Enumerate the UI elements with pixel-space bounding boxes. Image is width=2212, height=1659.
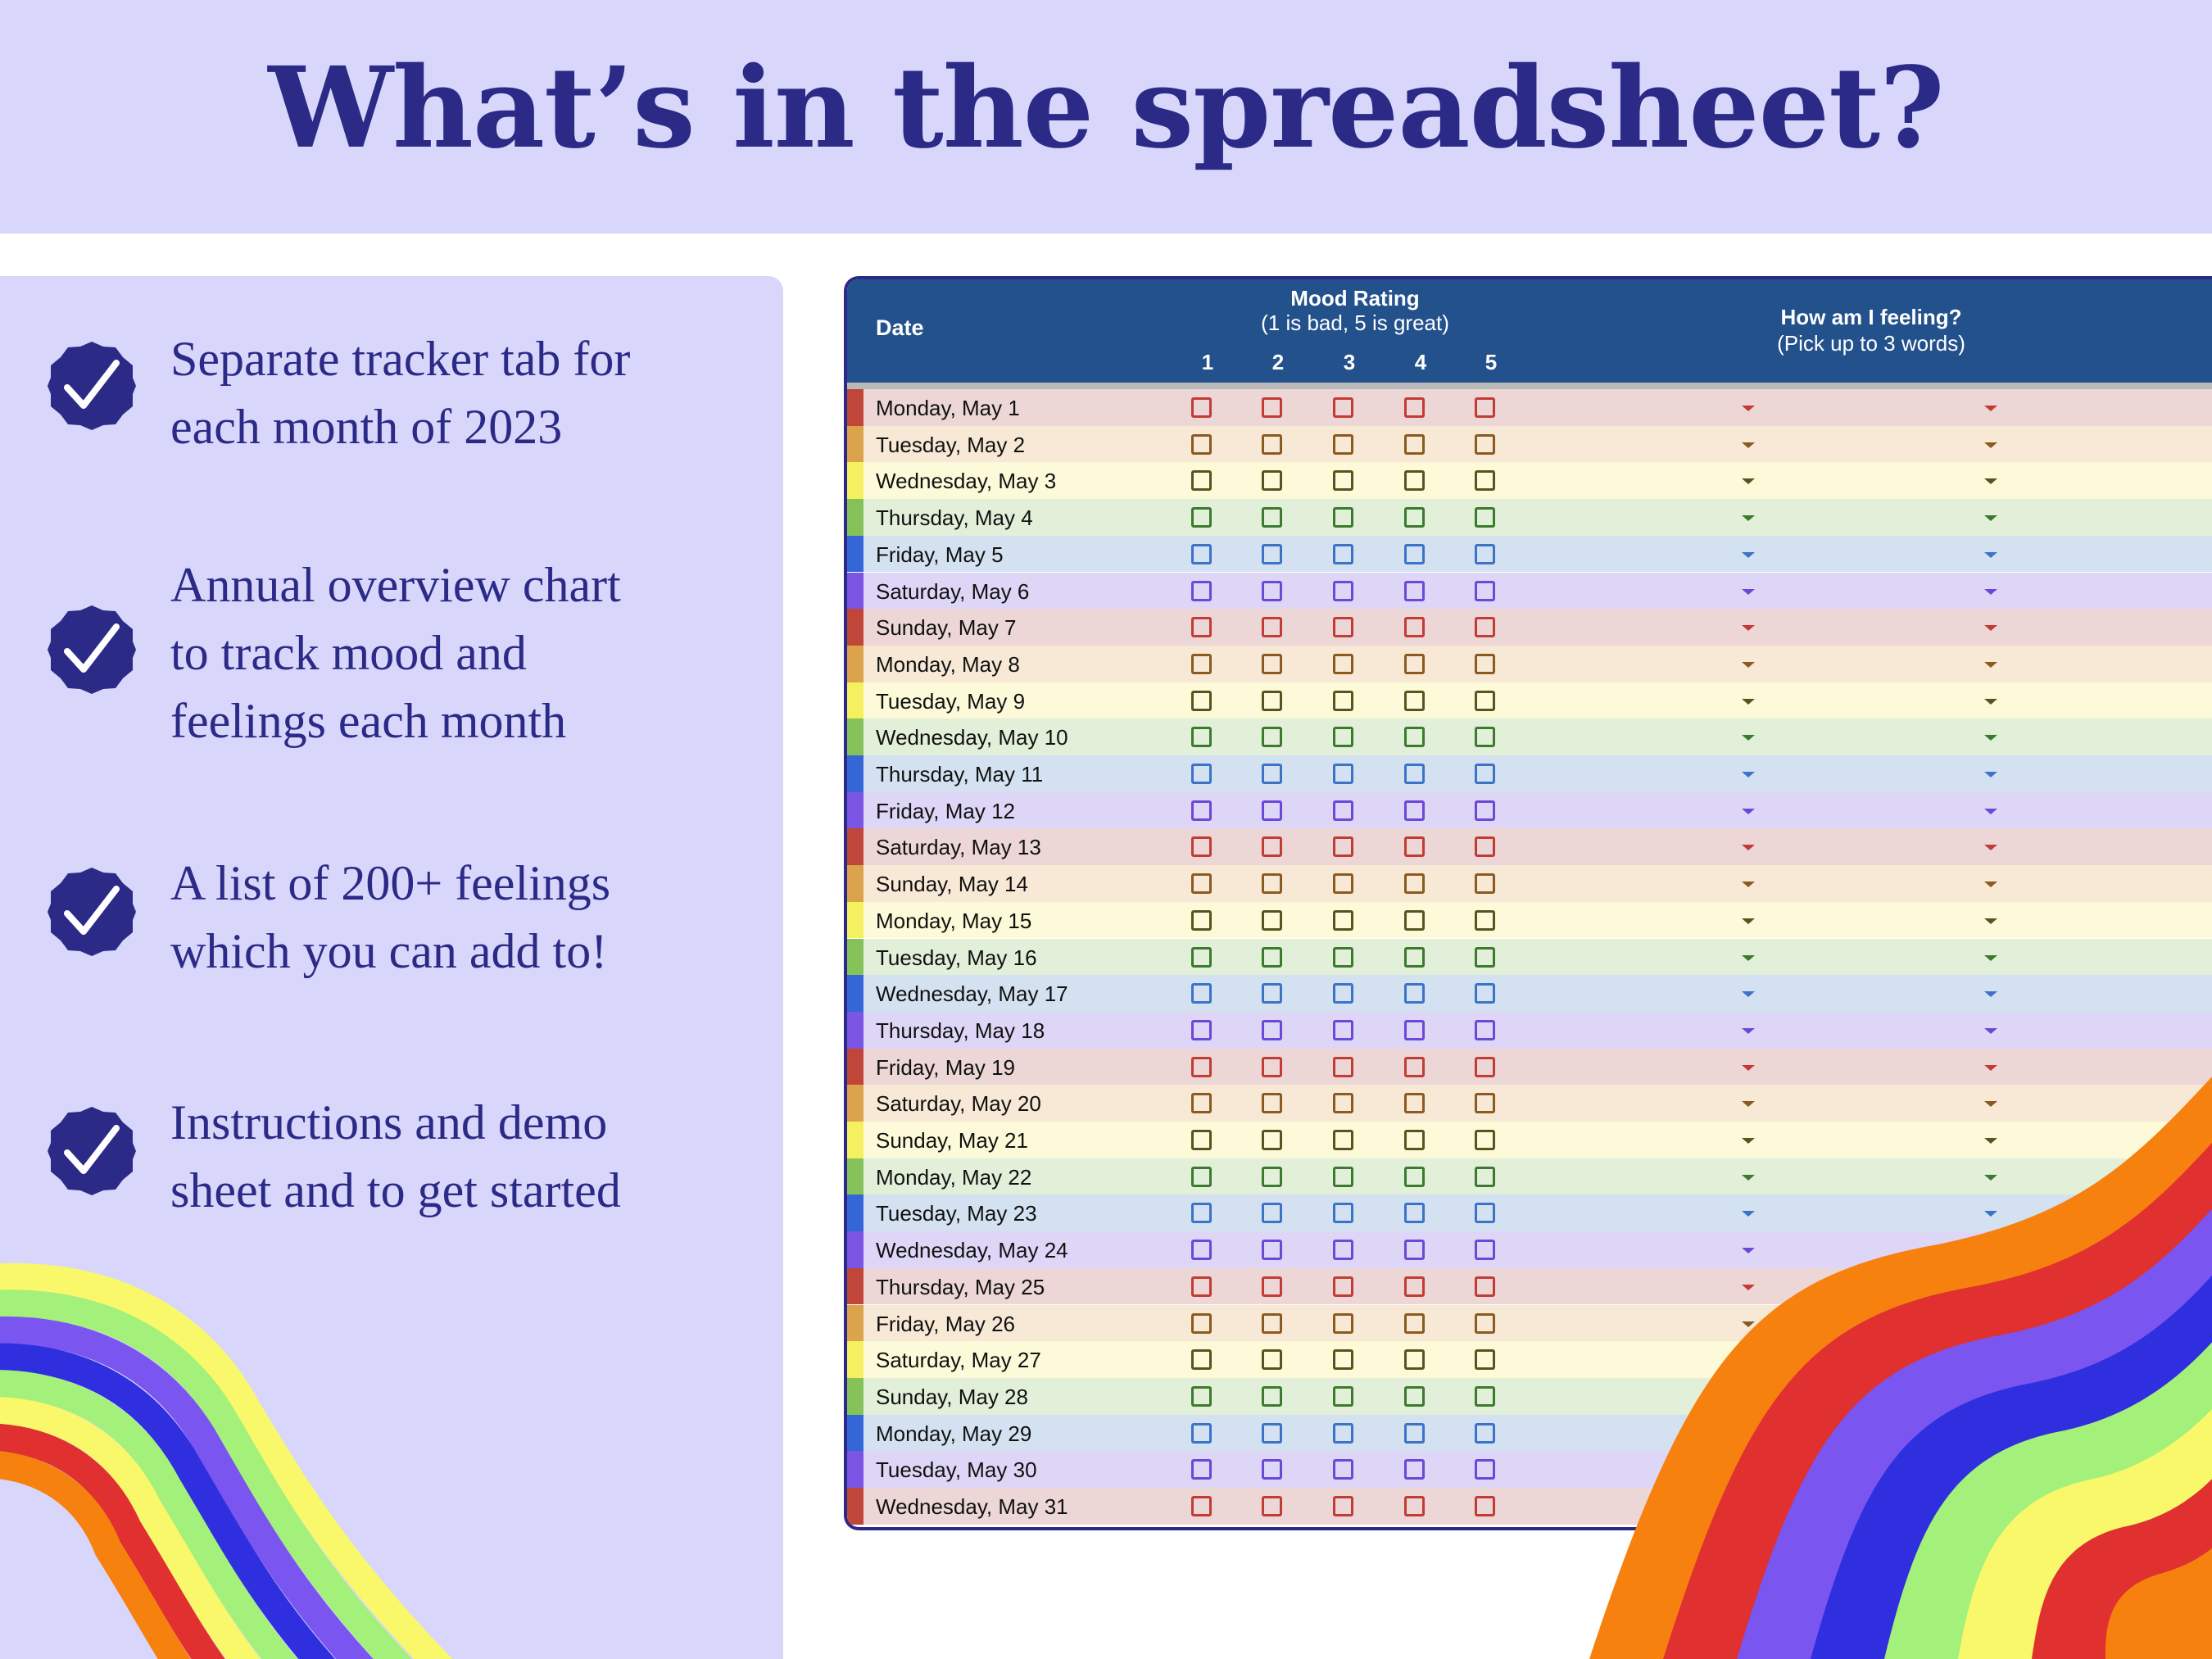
rating-checkbox-1[interactable] xyxy=(1191,397,1212,418)
feeling-dropdown-arrow-icon[interactable] xyxy=(1742,406,1755,411)
row-color-stripe xyxy=(847,499,863,536)
rating-checkbox-3[interactable] xyxy=(1333,544,1353,564)
row-color-stripe xyxy=(847,426,863,463)
feeling-dropdown-arrow-icon[interactable] xyxy=(1984,772,1997,777)
feature-text: A list of 200+ feelings which you can add to! xyxy=(170,856,611,978)
rating-checkbox-1[interactable] xyxy=(1191,617,1212,637)
rating-checkbox-2[interactable] xyxy=(1262,1203,1282,1223)
feeling-dropdown-arrow-icon[interactable] xyxy=(1984,625,1997,631)
rating-checkbox-2[interactable] xyxy=(1262,947,1282,968)
row-color-stripe xyxy=(847,1305,863,1342)
rating-checkbox-1[interactable] xyxy=(1191,1203,1212,1223)
rating-checkbox-5[interactable] xyxy=(1475,581,1495,601)
rating-checkbox-1[interactable] xyxy=(1191,983,1212,1004)
table-row xyxy=(847,426,2212,463)
rating-checkbox-1[interactable] xyxy=(1191,691,1212,711)
row-color-stripe xyxy=(847,792,863,829)
feeling-dropdown-arrow-icon[interactable] xyxy=(1984,478,1997,484)
rating-checkbox-2[interactable] xyxy=(1262,1276,1282,1297)
rating-checkbox-2[interactable] xyxy=(1262,617,1282,637)
rating-checkbox-1[interactable] xyxy=(1191,1313,1212,1334)
rating-checkbox-2[interactable] xyxy=(1262,1423,1282,1444)
mood-rating-title: Mood Rating xyxy=(1290,286,1420,310)
table-row xyxy=(847,939,2212,976)
rating-checkbox-1[interactable] xyxy=(1191,910,1212,931)
row-date: Sunday, May 14 xyxy=(876,872,1028,897)
row-color-stripe xyxy=(847,573,863,610)
rating-checkbox-2[interactable] xyxy=(1262,764,1282,784)
feeling-dropdown-arrow-icon[interactable] xyxy=(1742,478,1755,484)
row-date: Saturday, May 27 xyxy=(876,1348,1041,1373)
rating-checkbox-1[interactable] xyxy=(1191,1459,1212,1480)
feeling-dropdown-arrow-icon[interactable] xyxy=(1742,882,1755,887)
row-date: Saturday, May 13 xyxy=(876,835,1041,860)
feeling-dropdown-arrow-icon[interactable] xyxy=(1742,918,1755,924)
feeling-dropdown-arrow-icon[interactable] xyxy=(1984,955,1997,961)
rating-checkbox-4[interactable] xyxy=(1404,691,1425,711)
rating-checkbox-3[interactable] xyxy=(1333,1349,1353,1370)
rating-4-header: 4 xyxy=(1414,350,1427,374)
rating-checkbox-2[interactable] xyxy=(1262,691,1282,711)
rating-checkbox-1[interactable] xyxy=(1191,434,1212,455)
rating-checkbox-5[interactable] xyxy=(1475,800,1495,821)
feeling-dropdown-arrow-icon[interactable] xyxy=(1984,735,1997,741)
rating-checkbox-2[interactable] xyxy=(1262,1020,1282,1040)
table-row xyxy=(847,462,2212,499)
row-color-stripe xyxy=(847,865,863,902)
mood-rating-header xyxy=(1191,286,1519,335)
rating-checkbox-2[interactable] xyxy=(1262,873,1282,894)
row-date: Monday, May 15 xyxy=(876,908,1032,933)
rating-checkbox-2[interactable] xyxy=(1262,1093,1282,1113)
row-color-stripe xyxy=(847,1158,863,1195)
rating-checkbox-4[interactable] xyxy=(1404,836,1425,857)
row-color-stripe xyxy=(847,1049,863,1086)
row-date: Monday, May 22 xyxy=(876,1164,1032,1190)
feeling-dropdown-arrow-icon[interactable] xyxy=(1742,515,1755,521)
rating-checkbox-4[interactable] xyxy=(1404,764,1425,784)
rating-checkbox-3[interactable] xyxy=(1333,397,1353,418)
feature-text: Instructions and demo sheet and to get started xyxy=(170,1095,621,1217)
rating-checkbox-5[interactable] xyxy=(1475,947,1495,968)
feeling-dropdown-arrow-icon[interactable] xyxy=(1742,589,1755,595)
rating-checkbox-5[interactable] xyxy=(1475,691,1495,711)
rating-checkbox-2[interactable] xyxy=(1262,397,1282,418)
feeling-subtitle: (Pick up to 3 words) xyxy=(1777,331,1965,356)
row-color-stripe xyxy=(847,609,863,646)
rating-checkbox-5[interactable] xyxy=(1475,727,1495,747)
row-date: Thursday, May 4 xyxy=(876,505,1033,531)
row-date: Sunday, May 28 xyxy=(876,1384,1028,1409)
rating-checkbox-4[interactable] xyxy=(1404,910,1425,931)
rainbow-wave-decoration xyxy=(1393,983,2212,1659)
rating-checkbox-1[interactable] xyxy=(1191,836,1212,857)
check-badge-icon xyxy=(46,866,138,958)
rating-checkbox-1[interactable] xyxy=(1191,1496,1212,1516)
table-row xyxy=(847,902,2212,939)
rating-checkbox-1[interactable] xyxy=(1191,507,1212,528)
rating-checkbox-2[interactable] xyxy=(1262,1167,1282,1187)
rating-checkbox-2[interactable] xyxy=(1262,1349,1282,1370)
table-row xyxy=(847,828,2212,865)
feeling-dropdown-arrow-icon[interactable] xyxy=(1742,699,1755,705)
rating-checkbox-3[interactable] xyxy=(1333,470,1353,491)
table-row xyxy=(847,499,2212,536)
rating-checkbox-3[interactable] xyxy=(1333,800,1353,821)
rating-checkbox-1[interactable] xyxy=(1191,654,1212,674)
rating-checkbox-2[interactable] xyxy=(1262,1496,1282,1516)
feature-text: Separate tracker tab for each month of 2023 xyxy=(170,332,631,454)
rating-checkbox-1[interactable] xyxy=(1191,800,1212,821)
row-date: Monday, May 8 xyxy=(876,651,1020,677)
row-color-stripe xyxy=(847,1378,863,1415)
feature-text: Annual overview chart to track mood and feelings each month xyxy=(170,558,621,748)
rating-checkbox-5[interactable] xyxy=(1475,397,1495,418)
row-date: Saturday, May 20 xyxy=(876,1091,1041,1117)
rating-checkbox-3[interactable] xyxy=(1333,727,1353,747)
row-date: Wednesday, May 24 xyxy=(876,1238,1068,1263)
table-row xyxy=(847,609,2212,646)
rating-checkbox-2[interactable] xyxy=(1262,470,1282,491)
row-date: Saturday, May 6 xyxy=(876,578,1030,604)
feeling-dropdown-arrow-icon[interactable] xyxy=(1984,406,1997,411)
rating-checkbox-1[interactable] xyxy=(1191,1167,1212,1187)
table-row xyxy=(847,755,2212,792)
header-separator xyxy=(847,383,2212,389)
rating-checkbox-3[interactable] xyxy=(1333,1020,1353,1040)
rating-checkbox-1[interactable] xyxy=(1191,1276,1212,1297)
rating-checkbox-3[interactable] xyxy=(1333,581,1353,601)
rating-checkbox-4[interactable] xyxy=(1404,581,1425,601)
rating-checkbox-1[interactable] xyxy=(1191,727,1212,747)
rating-checkbox-1[interactable] xyxy=(1191,1057,1212,1077)
rating-checkbox-5[interactable] xyxy=(1475,434,1495,455)
rating-checkbox-1[interactable] xyxy=(1191,947,1212,968)
rating-checkbox-4[interactable] xyxy=(1404,873,1425,894)
row-date: Thursday, May 25 xyxy=(876,1274,1045,1299)
check-badge-icon xyxy=(46,340,138,432)
feeling-dropdown-arrow-icon[interactable] xyxy=(1984,882,1997,887)
row-date: Wednesday, May 31 xyxy=(876,1494,1068,1519)
rating-checkbox-2[interactable] xyxy=(1262,800,1282,821)
rating-3-header: 3 xyxy=(1343,350,1356,374)
rating-checkbox-2[interactable] xyxy=(1262,434,1282,455)
rating-checkbox-2[interactable] xyxy=(1262,544,1282,564)
feeling-dropdown-arrow-icon[interactable] xyxy=(1984,589,1997,595)
rating-checkbox-1[interactable] xyxy=(1191,1093,1212,1113)
feeling-dropdown-arrow-icon[interactable] xyxy=(1742,809,1755,814)
rating-checkbox-4[interactable] xyxy=(1404,947,1425,968)
rating-checkbox-3[interactable] xyxy=(1333,947,1353,968)
rating-checkbox-2[interactable] xyxy=(1262,727,1282,747)
row-color-stripe xyxy=(847,939,863,976)
row-color-stripe xyxy=(847,1231,863,1268)
header-banner xyxy=(0,0,2212,233)
rating-checkbox-3[interactable] xyxy=(1333,1057,1353,1077)
feature-item xyxy=(0,325,783,538)
row-color-stripe xyxy=(847,1194,863,1231)
rating-checkbox-1[interactable] xyxy=(1191,581,1212,601)
rating-checkbox-2[interactable] xyxy=(1262,1130,1282,1150)
row-color-stripe xyxy=(847,1488,863,1525)
table-row xyxy=(847,646,2212,682)
page-title: What’s in the spreadsheet? xyxy=(268,43,1944,174)
feeling-header xyxy=(1666,304,2076,356)
row-date: Sunday, May 7 xyxy=(876,615,1017,641)
rating-checkbox-2[interactable] xyxy=(1262,581,1282,601)
sheet-header xyxy=(847,279,2212,383)
rating-checkbox-5[interactable] xyxy=(1475,507,1495,528)
rating-checkbox-4[interactable] xyxy=(1404,507,1425,528)
rating-checkbox-3[interactable] xyxy=(1333,691,1353,711)
rating-checkbox-5[interactable] xyxy=(1475,654,1495,674)
rating-checkbox-1[interactable] xyxy=(1191,1423,1212,1444)
check-badge-icon xyxy=(46,604,138,696)
rating-checkbox-1[interactable] xyxy=(1191,1240,1212,1260)
feeling-dropdown-arrow-icon[interactable] xyxy=(1984,552,1997,558)
rating-checkbox-3[interactable] xyxy=(1333,1459,1353,1480)
feeling-dropdown-arrow-icon[interactable] xyxy=(1984,845,1997,850)
rating-checkbox-3[interactable] xyxy=(1333,1240,1353,1260)
feeling-dropdown-arrow-icon[interactable] xyxy=(1742,845,1755,850)
rating-checkbox-4[interactable] xyxy=(1404,470,1425,491)
row-color-stripe xyxy=(847,1451,863,1488)
row-color-stripe xyxy=(847,1085,863,1122)
rating-checkbox-4[interactable] xyxy=(1404,434,1425,455)
rating-checkbox-3[interactable] xyxy=(1333,873,1353,894)
row-color-stripe xyxy=(847,902,863,939)
date-column-header: Date xyxy=(876,315,924,340)
rating-checkbox-3[interactable] xyxy=(1333,1203,1353,1223)
row-date: Tuesday, May 30 xyxy=(876,1457,1037,1483)
row-date: Friday, May 26 xyxy=(876,1311,1016,1336)
rating-checkbox-2[interactable] xyxy=(1262,507,1282,528)
rating-checkbox-4[interactable] xyxy=(1404,727,1425,747)
rating-checkbox-4[interactable] xyxy=(1404,397,1425,418)
row-color-stripe xyxy=(847,462,863,499)
feeling-title: How am I feeling? xyxy=(1780,305,1962,329)
row-color-stripe xyxy=(847,1012,863,1049)
rating-checkbox-3[interactable] xyxy=(1333,1423,1353,1444)
rating-checkbox-5[interactable] xyxy=(1475,544,1495,564)
row-color-stripe xyxy=(847,389,863,426)
feeling-dropdown-arrow-icon[interactable] xyxy=(1984,662,1997,668)
rating-checkbox-1[interactable] xyxy=(1191,1130,1212,1150)
row-date: Monday, May 1 xyxy=(876,396,1020,420)
rating-checkbox-1[interactable] xyxy=(1191,764,1212,784)
rating-checkbox-3[interactable] xyxy=(1333,910,1353,931)
rating-checkbox-3[interactable] xyxy=(1333,1130,1353,1150)
row-date: Friday, May 12 xyxy=(876,798,1016,823)
feeling-dropdown-arrow-icon[interactable] xyxy=(1742,772,1755,777)
row-date: Thursday, May 18 xyxy=(876,1018,1045,1043)
rating-checkbox-5[interactable] xyxy=(1475,836,1495,857)
rating-checkbox-5[interactable] xyxy=(1475,764,1495,784)
table-row xyxy=(847,389,2212,426)
row-date: Tuesday, May 16 xyxy=(876,945,1037,970)
rating-5-header: 5 xyxy=(1484,350,1498,374)
rating-checkbox-2[interactable] xyxy=(1262,1459,1282,1480)
row-color-stripe xyxy=(847,646,863,682)
rating-checkbox-4[interactable] xyxy=(1404,800,1425,821)
row-color-stripe xyxy=(847,755,863,792)
table-row xyxy=(847,573,2212,610)
rating-checkbox-3[interactable] xyxy=(1333,434,1353,455)
rating-checkbox-1[interactable] xyxy=(1191,873,1212,894)
rating-checkbox-3[interactable] xyxy=(1333,654,1353,674)
table-row xyxy=(847,865,2212,902)
row-date: Tuesday, May 9 xyxy=(876,688,1026,714)
check-badge-icon xyxy=(46,1105,138,1197)
row-date: Wednesday, May 10 xyxy=(876,725,1068,750)
feature-item xyxy=(0,850,783,1063)
rating-2-header: 2 xyxy=(1271,350,1285,374)
row-color-stripe xyxy=(847,1341,863,1378)
row-date: Friday, May 19 xyxy=(876,1054,1016,1080)
rating-checkbox-3[interactable] xyxy=(1333,836,1353,857)
rating-checkbox-2[interactable] xyxy=(1262,836,1282,857)
rating-checkbox-4[interactable] xyxy=(1404,544,1425,564)
rating-checkbox-1[interactable] xyxy=(1191,1349,1212,1370)
row-color-stripe xyxy=(847,536,863,573)
table-row xyxy=(847,682,2212,719)
row-color-stripe xyxy=(847,1415,863,1452)
rating-checkbox-1[interactable] xyxy=(1191,1386,1212,1407)
rating-checkbox-2[interactable] xyxy=(1262,910,1282,931)
rating-checkbox-5[interactable] xyxy=(1475,873,1495,894)
rating-checkbox-3[interactable] xyxy=(1333,1313,1353,1334)
rating-checkbox-2[interactable] xyxy=(1262,1240,1282,1260)
row-color-stripe xyxy=(847,682,863,719)
row-color-stripe xyxy=(847,1268,863,1305)
feeling-dropdown-arrow-icon[interactable] xyxy=(1742,552,1755,558)
table-row xyxy=(847,792,2212,829)
feeling-dropdown-arrow-icon[interactable] xyxy=(1742,662,1755,668)
table-row xyxy=(847,718,2212,755)
row-date: Tuesday, May 2 xyxy=(876,432,1026,457)
rating-checkbox-3[interactable] xyxy=(1333,1496,1353,1516)
feeling-dropdown-arrow-icon[interactable] xyxy=(1742,955,1755,961)
row-date: Friday, May 5 xyxy=(876,542,1004,567)
rating-checkbox-3[interactable] xyxy=(1333,1093,1353,1113)
row-color-stripe xyxy=(847,828,863,865)
table-row xyxy=(847,536,2212,573)
rating-checkbox-1[interactable] xyxy=(1191,1020,1212,1040)
rainbow-wave-decoration xyxy=(0,1194,783,1659)
rating-checkbox-3[interactable] xyxy=(1333,1386,1353,1407)
feeling-dropdown-arrow-icon[interactable] xyxy=(1742,735,1755,741)
rating-checkbox-2[interactable] xyxy=(1262,654,1282,674)
rating-checkbox-4[interactable] xyxy=(1404,617,1425,637)
feeling-dropdown-arrow-icon[interactable] xyxy=(1984,442,1997,448)
feeling-dropdown-arrow-icon[interactable] xyxy=(1984,918,1997,924)
rating-checkbox-5[interactable] xyxy=(1475,470,1495,491)
feeling-dropdown-arrow-icon[interactable] xyxy=(1984,699,1997,705)
rating-checkbox-3[interactable] xyxy=(1333,507,1353,528)
row-date: Wednesday, May 3 xyxy=(876,469,1057,494)
rating-checkbox-4[interactable] xyxy=(1404,654,1425,674)
rating-checkbox-2[interactable] xyxy=(1262,983,1282,1004)
rating-checkbox-3[interactable] xyxy=(1333,764,1353,784)
rating-checkbox-2[interactable] xyxy=(1262,1386,1282,1407)
rating-checkbox-3[interactable] xyxy=(1333,617,1353,637)
rating-checkbox-5[interactable] xyxy=(1475,617,1495,637)
rating-1-header: 1 xyxy=(1201,350,1214,374)
row-date: Wednesday, May 17 xyxy=(876,981,1068,1007)
row-color-stripe xyxy=(847,718,863,755)
row-date: Monday, May 29 xyxy=(876,1421,1032,1446)
feeling-dropdown-arrow-icon[interactable] xyxy=(1984,515,1997,521)
rating-checkbox-3[interactable] xyxy=(1333,1167,1353,1187)
row-date: Sunday, May 21 xyxy=(876,1128,1028,1153)
rating-checkbox-2[interactable] xyxy=(1262,1313,1282,1334)
feeling-dropdown-arrow-icon[interactable] xyxy=(1984,809,1997,814)
rating-checkbox-1[interactable] xyxy=(1191,544,1212,564)
rating-checkbox-3[interactable] xyxy=(1333,1276,1353,1297)
mood-rating-subtitle: (1 is bad, 5 is great) xyxy=(1261,310,1449,335)
row-color-stripe xyxy=(847,1122,863,1158)
rating-checkbox-5[interactable] xyxy=(1475,910,1495,931)
features-panel xyxy=(0,276,783,1659)
rating-checkbox-2[interactable] xyxy=(1262,1057,1282,1077)
feeling-dropdown-arrow-icon[interactable] xyxy=(1742,442,1755,448)
row-date: Tuesday, May 23 xyxy=(876,1201,1037,1226)
feature-item xyxy=(0,551,783,764)
row-date: Thursday, May 11 xyxy=(876,762,1044,786)
row-color-stripe xyxy=(847,975,863,1012)
feeling-dropdown-arrow-icon[interactable] xyxy=(1742,625,1755,631)
rating-checkbox-3[interactable] xyxy=(1333,983,1353,1004)
rating-checkbox-1[interactable] xyxy=(1191,470,1212,491)
